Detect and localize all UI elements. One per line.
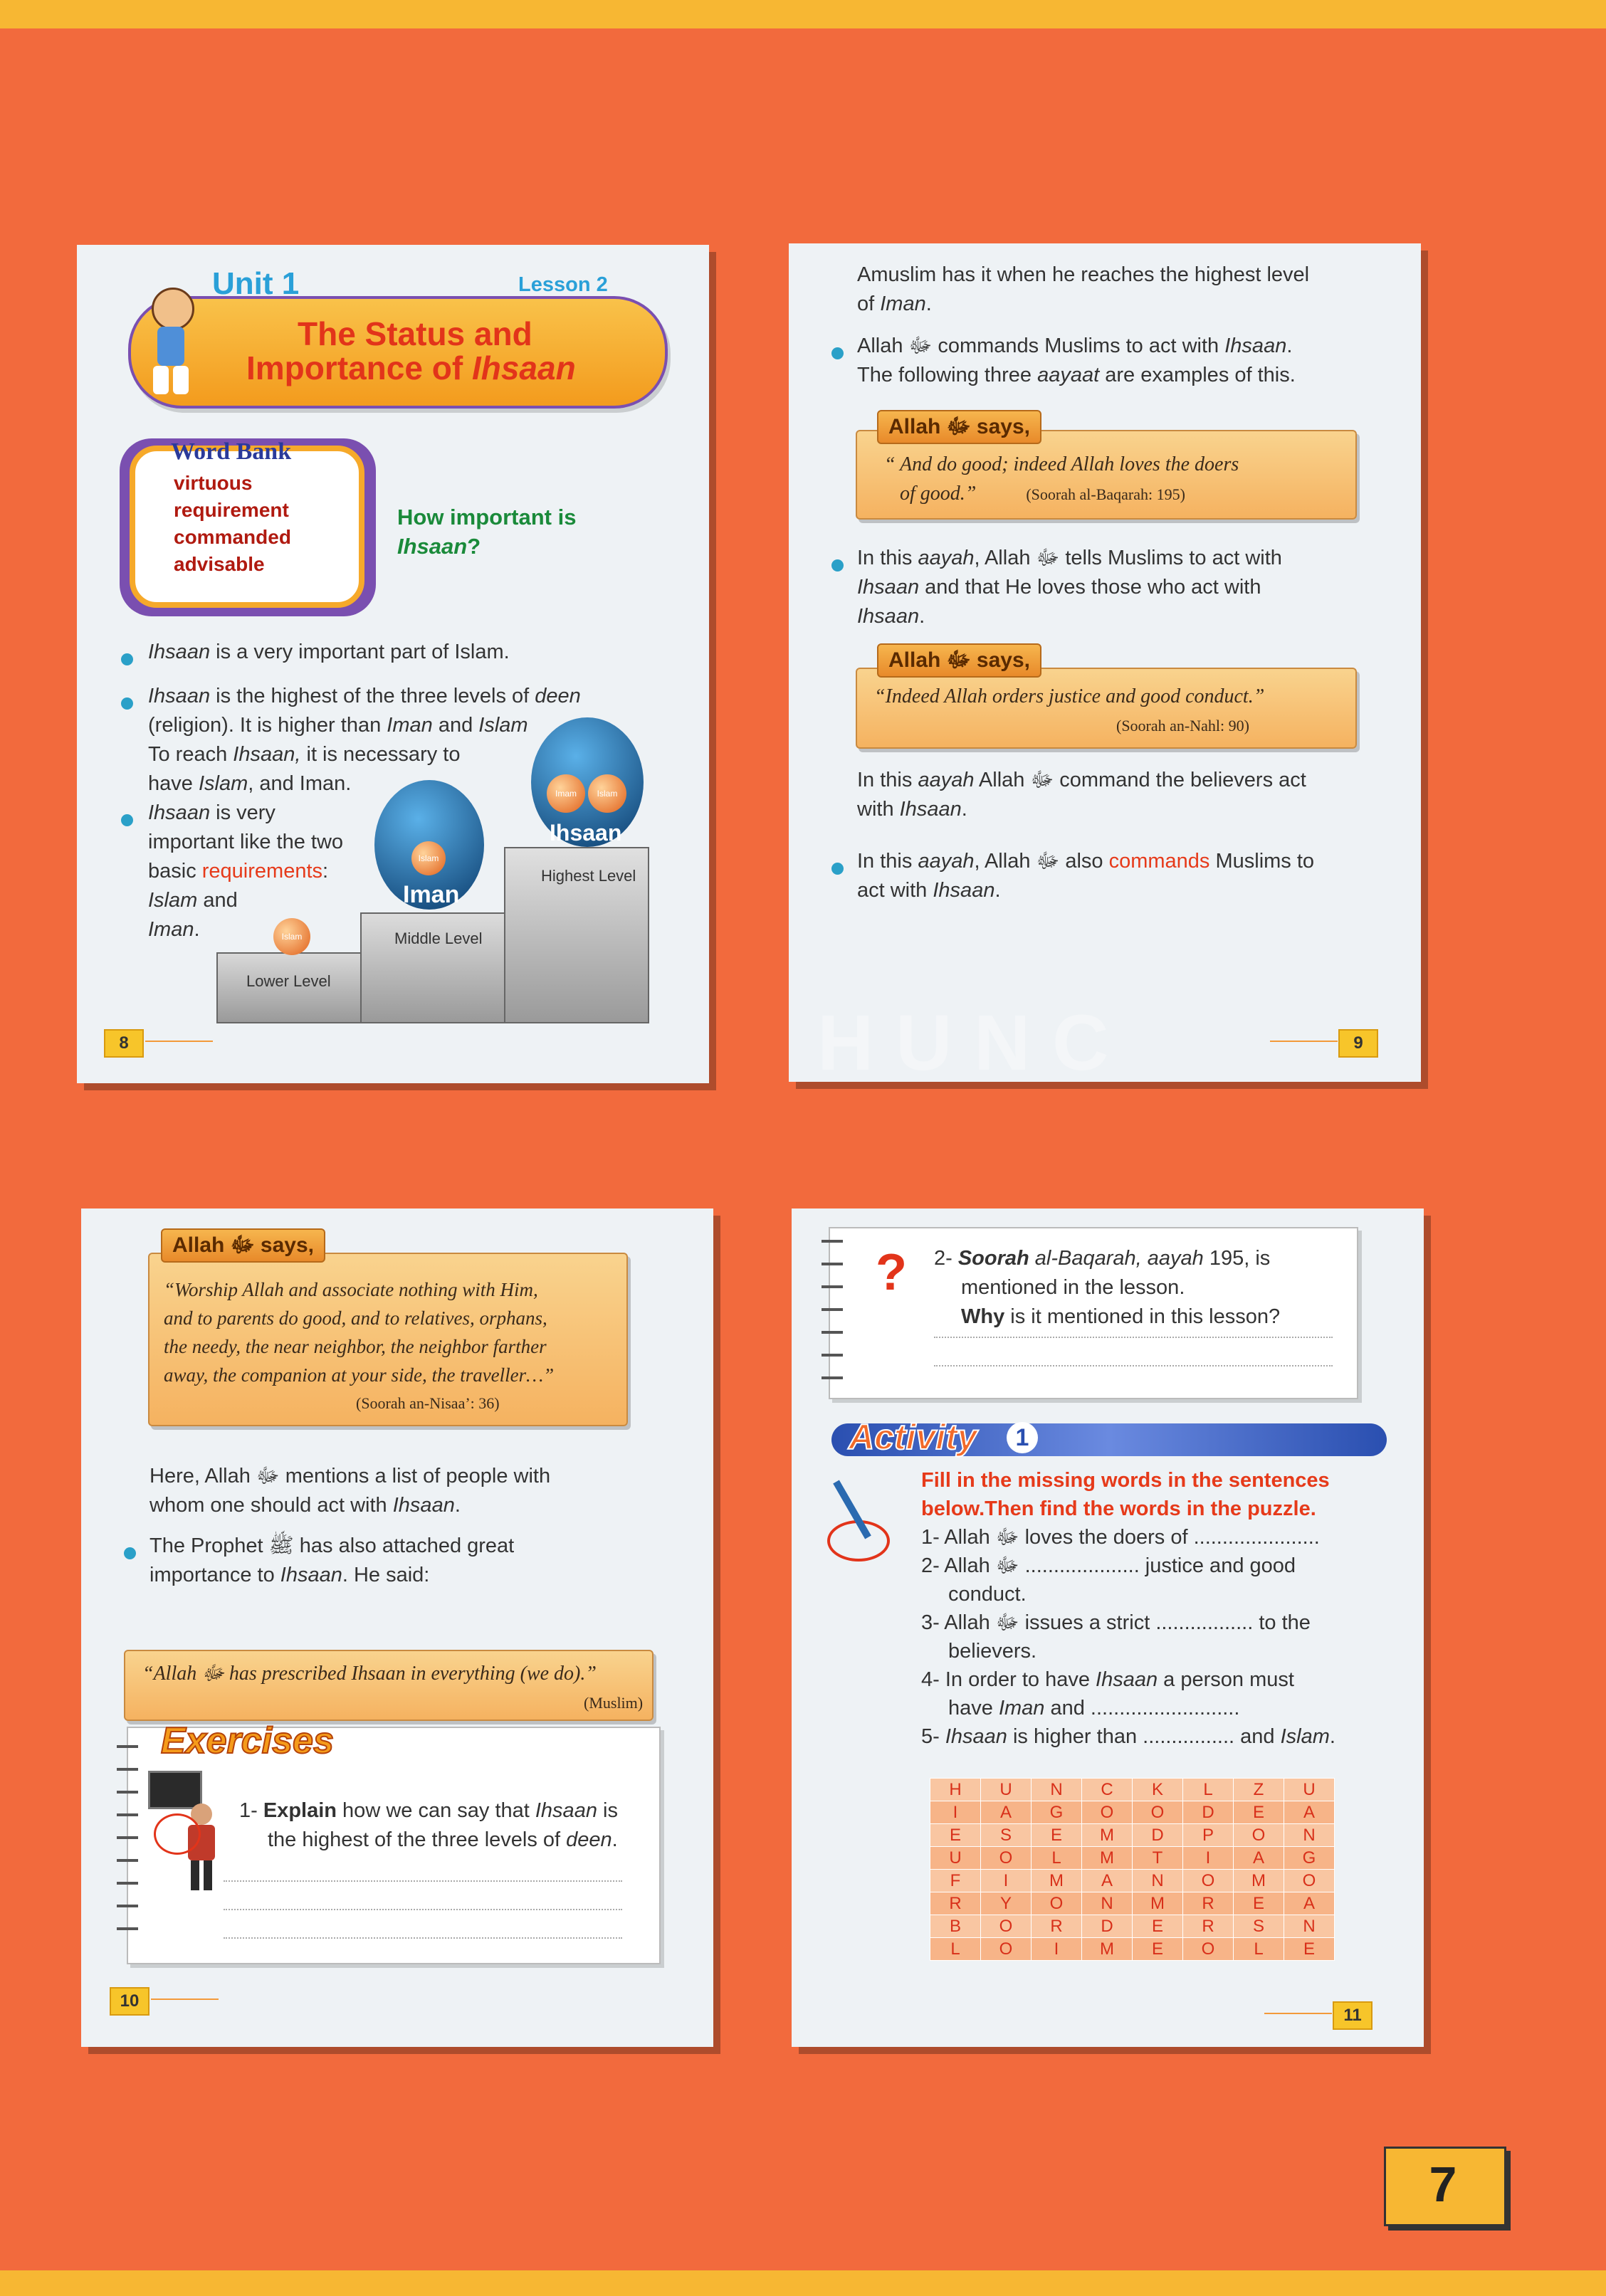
- title-text: Importance of: [246, 349, 463, 386]
- puzzle-cell[interactable]: A: [981, 1801, 1032, 1824]
- text: 1-: [239, 1799, 263, 1822]
- puzzle-cell[interactable]: L: [930, 1938, 981, 1961]
- answer-line[interactable]: [224, 1909, 622, 1910]
- puzzle-cell[interactable]: I: [1183, 1847, 1234, 1870]
- puzzle-cell[interactable]: D: [1082, 1915, 1133, 1938]
- term: Ihsaan: [535, 1799, 597, 1822]
- puzzle-row: [930, 1870, 1335, 1892]
- keyword: commands: [1108, 850, 1210, 873]
- p8-bullet-1: [148, 638, 510, 667]
- quote-reference: (Soorah an-Nisaa’: 36): [356, 1394, 500, 1412]
- puzzle-cell[interactable]: D: [1183, 1801, 1234, 1824]
- term: al-Baqarah,: [1029, 1247, 1148, 1270]
- text: In this: [857, 769, 918, 791]
- puzzle-cell[interactable]: R: [1032, 1915, 1082, 1938]
- text: mentioned in the lesson.: [961, 1276, 1185, 1299]
- puzzle-cell[interactable]: M: [1082, 1847, 1133, 1870]
- text: is very: [210, 801, 275, 824]
- salutation-glyph: ﷻ: [1030, 769, 1054, 791]
- page-10: [81, 1208, 713, 2047]
- text: .................... justice and good: [1019, 1554, 1296, 1577]
- text: below.: [921, 1497, 985, 1520]
- puzzle-row: [930, 1915, 1335, 1938]
- text: In this: [857, 850, 918, 873]
- keyword: requirements: [201, 860, 323, 883]
- text: and ..........................: [1044, 1697, 1240, 1720]
- text: command the believers act: [1054, 769, 1306, 791]
- text: Amuslim has it when he reaches the highest level: [857, 263, 1310, 286]
- puzzle-row: [930, 1824, 1335, 1847]
- islam-sphere-lower: [273, 918, 310, 955]
- text: of: [857, 293, 881, 315]
- word-search-puzzle: [930, 1778, 1335, 1961]
- puzzle-cell[interactable]: U: [1284, 1779, 1335, 1801]
- bullet: [831, 863, 844, 875]
- puzzle-cell[interactable]: P: [1183, 1824, 1234, 1847]
- puzzle-cell[interactable]: O: [1082, 1801, 1133, 1824]
- term: Ihsaan: [148, 641, 211, 663]
- puzzle-cell[interactable]: L: [1032, 1847, 1082, 1870]
- page-number: 9: [1338, 1029, 1378, 1058]
- puzzle-cell[interactable]: N: [1284, 1915, 1335, 1938]
- text: Then: [985, 1497, 1034, 1520]
- page-number-rule: [1270, 1041, 1338, 1043]
- term: Ihsaan: [1224, 335, 1287, 357]
- salutation-glyph: ﷻ: [995, 1526, 1019, 1549]
- quote-text: [874, 682, 1264, 740]
- page-number: 10: [110, 1987, 149, 2016]
- page-number-rule: [1264, 2013, 1332, 2016]
- p9-bullet-2: [857, 544, 1282, 631]
- puzzle-row: [930, 1779, 1335, 1801]
- lesson-title-line2: [246, 349, 576, 387]
- text: have: [148, 772, 199, 795]
- puzzle-cell[interactable]: G: [1032, 1801, 1082, 1824]
- text: important like the two: [148, 831, 344, 853]
- keyword: Why: [961, 1305, 1005, 1328]
- word-bank-item: commanded: [174, 526, 291, 548]
- text: the highest of the three levels of: [268, 1828, 567, 1851]
- text: loves the doers of ......................: [1019, 1526, 1320, 1549]
- term: aayah: [918, 547, 975, 569]
- page-8: [77, 245, 709, 1083]
- text: has also attached great: [293, 1534, 515, 1557]
- text: 195, is: [1203, 1247, 1271, 1270]
- quote-reference: (Soorah an-Nahl: 90): [1116, 717, 1249, 734]
- text: mentions a list of people with: [279, 1465, 551, 1487]
- page-number-rule: [151, 1999, 219, 2001]
- puzzle-cell[interactable]: G: [1284, 1847, 1335, 1870]
- text: have: [948, 1697, 999, 1720]
- term: aayah: [918, 769, 975, 791]
- sphere-label: Imam: [555, 789, 577, 799]
- bottom-band: [0, 2270, 1606, 2296]
- puzzle-cell[interactable]: Y: [981, 1892, 1032, 1915]
- question-mark: ?: [467, 534, 481, 559]
- unit-label: Unit 1: [212, 266, 300, 301]
- puzzle-cell[interactable]: A: [1284, 1801, 1335, 1824]
- puzzle-cell[interactable]: O: [1183, 1870, 1234, 1892]
- p8-bullet-2: [148, 682, 581, 799]
- puzzle-row: [930, 1847, 1335, 1870]
- text: is: [597, 1799, 618, 1822]
- middle-level-label: Middle Level: [394, 930, 483, 947]
- term: deen: [566, 1828, 612, 1851]
- p8-bullet-3: [148, 799, 343, 944]
- quote-line: and to parents do good, and to relatives, orphans,: [164, 1307, 547, 1329]
- text: 3- Allah: [921, 1611, 996, 1634]
- puzzle-cell[interactable]: S: [1234, 1915, 1284, 1938]
- puzzle-cell[interactable]: E: [1234, 1801, 1284, 1824]
- bullet: [831, 347, 844, 359]
- quote-line: “Worship Allah and associate nothing with Him,: [164, 1279, 538, 1300]
- quote-reference: (Soorah al-Baqarah: 195): [1026, 485, 1185, 503]
- page-11: [792, 1208, 1424, 2047]
- puzzle-cell[interactable]: I: [981, 1870, 1032, 1892]
- text: , Allah: [974, 547, 1036, 569]
- question-mark-icon: ?: [876, 1244, 907, 1301]
- islam-sphere-top: [588, 774, 626, 813]
- spiral-binding: [117, 1735, 138, 1949]
- term: Iman: [387, 714, 433, 737]
- puzzle-cell[interactable]: M: [1082, 1938, 1133, 1961]
- text: Allah: [857, 335, 909, 357]
- puzzle-cell[interactable]: N: [1284, 1824, 1335, 1847]
- term: Ihsaan: [933, 879, 995, 902]
- puzzle-cell[interactable]: E: [1284, 1938, 1335, 1961]
- iman-sphere-label: Iman: [403, 881, 460, 908]
- highest-level-label: Highest Level: [541, 867, 636, 885]
- text: importance to: [149, 1564, 280, 1586]
- salutation-glyph: ﷻ: [1036, 850, 1060, 873]
- text: .: [1329, 1725, 1335, 1748]
- puzzle-cell[interactable]: M: [1133, 1892, 1183, 1915]
- text: .: [194, 918, 200, 941]
- quote-line: of good.”: [900, 483, 977, 505]
- puzzle-row: [930, 1892, 1335, 1915]
- background-puzzle-letters: H U N C: [817, 999, 1109, 1082]
- sentence-5: [921, 1722, 1335, 1751]
- puzzle-cell[interactable]: E: [1133, 1938, 1183, 1961]
- text: .: [961, 798, 967, 821]
- answer-line[interactable]: [224, 1880, 622, 1882]
- word-bank-item: virtuous: [174, 472, 253, 494]
- bullet: [121, 814, 133, 826]
- term: Ihsaan: [392, 1494, 455, 1517]
- text: believers.: [948, 1640, 1037, 1663]
- puzzle-cell[interactable]: T: [1133, 1847, 1183, 1870]
- text: Here, Allah: [149, 1465, 256, 1487]
- quote-line: the needy, the near neighbor, the neighbor farther: [164, 1336, 547, 1357]
- bullet: [121, 697, 133, 710]
- term: Ihsaan: [899, 798, 962, 821]
- fill-in-sentences: [921, 1523, 1335, 1751]
- quote-text: [164, 1275, 554, 1418]
- allah-says-tab: Allah ﷻ says,: [161, 1228, 325, 1263]
- iman-sphere-small: [547, 774, 585, 813]
- salutation-glyph: ﷺ: [268, 1534, 294, 1557]
- word-bank-item: requirement: [174, 499, 289, 521]
- text: The following three: [857, 364, 1038, 386]
- hadith-box: [124, 1650, 654, 1721]
- word-bank-title: Word Bank: [171, 438, 292, 465]
- text: commands Muslims to act with: [932, 335, 1225, 357]
- islam-sphere-middle: [411, 841, 446, 875]
- text: 4- In order to have: [921, 1668, 1096, 1691]
- puzzle-cell[interactable]: B: [930, 1915, 981, 1938]
- puzzle-cell[interactable]: M: [1082, 1824, 1133, 1847]
- term: Ihsaan,: [233, 743, 301, 766]
- activity-number: 1: [1007, 1422, 1038, 1453]
- text: is it mentioned in this lesson?: [1004, 1305, 1281, 1328]
- text: 1- Allah: [921, 1526, 996, 1549]
- puzzle-row: [930, 1938, 1335, 1961]
- term: deen: [535, 685, 581, 707]
- text: , and Iman.: [248, 772, 352, 795]
- term: Iman: [148, 918, 194, 941]
- spiral-binding: [822, 1230, 843, 1394]
- sphere-label: Islam: [597, 789, 618, 799]
- puzzle-cell[interactable]: E: [1133, 1915, 1183, 1938]
- salutation-glyph: ﷻ: [995, 1611, 1019, 1634]
- puzzle-cell[interactable]: A: [1234, 1847, 1284, 1870]
- p9-bullet-3: [857, 847, 1314, 905]
- activity-instructions: [921, 1466, 1330, 1523]
- activity-heading: Activity: [849, 1417, 977, 1457]
- text: act with: [857, 879, 933, 902]
- text: is the highest of the three levels of: [210, 685, 535, 707]
- puzzle-cell[interactable]: M: [1032, 1870, 1082, 1892]
- text: The Prophet: [149, 1534, 269, 1557]
- puzzle-cell[interactable]: I: [1032, 1938, 1082, 1961]
- salutation-glyph: ﷻ: [1036, 547, 1060, 569]
- puzzle-cell[interactable]: O: [1133, 1801, 1183, 1824]
- puzzle-cell[interactable]: O: [1032, 1892, 1082, 1915]
- puzzle-cell[interactable]: E: [1032, 1824, 1082, 1847]
- text: whom one should act with: [149, 1494, 393, 1517]
- sentence-1: [921, 1523, 1335, 1552]
- lesson-label: Lesson 2: [518, 273, 608, 296]
- bullet: [124, 1547, 136, 1559]
- puzzle-cell[interactable]: L: [1234, 1938, 1284, 1961]
- bullet: [121, 653, 133, 665]
- text: basic: [148, 860, 202, 883]
- puzzle-cell[interactable]: N: [1032, 1779, 1082, 1801]
- quote-box-2: [856, 668, 1357, 749]
- puzzle-cell[interactable]: M: [1234, 1870, 1284, 1892]
- puzzle-cell[interactable]: K: [1133, 1779, 1183, 1801]
- puzzle-cell[interactable]: L: [1183, 1779, 1234, 1801]
- quote-line: “ And do good; indeed Allah loves the doers: [884, 453, 1239, 475]
- puzzle-cell[interactable]: F: [930, 1870, 981, 1892]
- puzzle-cell[interactable]: N: [1082, 1892, 1133, 1915]
- puzzle-cell[interactable]: H: [930, 1779, 981, 1801]
- top-band: [0, 0, 1606, 28]
- p9-paragraph: [857, 766, 1306, 824]
- text: .: [925, 293, 932, 315]
- question-ihsaan: Ihsaan: [397, 534, 468, 559]
- page-number-rule: [145, 1041, 213, 1043]
- puzzle-cell[interactable]: U: [930, 1847, 981, 1870]
- puzzle-cell[interactable]: S: [981, 1824, 1032, 1847]
- text: 5-: [921, 1725, 945, 1748]
- allah-says-tab: Allah ﷻ says,: [877, 643, 1041, 678]
- text: 2-: [934, 1247, 958, 1270]
- word-bank-list: [174, 470, 291, 578]
- puzzle-cell[interactable]: R: [930, 1892, 981, 1915]
- text: it is necessary to: [300, 743, 461, 766]
- salutation-glyph: ﷻ: [995, 1554, 1019, 1577]
- puzzle-cell[interactable]: E: [1234, 1892, 1284, 1915]
- term: Islam: [478, 714, 528, 737]
- p10-bullet: [149, 1532, 514, 1590]
- keyword: Explain: [263, 1799, 337, 1822]
- child-mascot: [137, 288, 201, 394]
- text: how we can say that: [337, 1799, 535, 1822]
- text: and that He loves those who act with: [919, 576, 1261, 599]
- sentence-2: [921, 1552, 1335, 1580]
- text: issues a strict ................. to the: [1019, 1611, 1311, 1634]
- title-ihsaan: Ihsaan: [471, 349, 576, 386]
- answer-line[interactable]: [224, 1937, 622, 1939]
- puzzle-cell[interactable]: O: [981, 1847, 1032, 1870]
- puzzle-cell[interactable]: O: [1183, 1938, 1234, 1961]
- quote-line: “Indeed Allah orders justice and good conduct.”: [874, 685, 1265, 707]
- text: also: [1059, 850, 1109, 873]
- salutation-glyph: ﷻ: [908, 335, 933, 357]
- bullet: [831, 559, 844, 572]
- lesson-title-line1: The Status and: [298, 315, 532, 352]
- puzzle-cell[interactable]: D: [1133, 1824, 1183, 1847]
- quote-box: [148, 1253, 628, 1426]
- sphere-label: Islam: [281, 932, 303, 942]
- p10-paragraph: [149, 1462, 550, 1520]
- p9-bullet-1: [857, 332, 1296, 390]
- page-number: 8: [104, 1029, 144, 1058]
- page-number: 11: [1333, 2001, 1373, 2030]
- lower-level-label: Lower Level: [246, 972, 331, 990]
- puzzle-cell[interactable]: N: [1133, 1870, 1183, 1892]
- puzzle-cell[interactable]: C: [1082, 1779, 1133, 1801]
- answer-line[interactable]: [934, 1337, 1333, 1338]
- puzzle-cell[interactable]: Z: [1234, 1779, 1284, 1801]
- exercises-heading: Exercises: [161, 1720, 334, 1762]
- text: .: [1286, 335, 1293, 357]
- text: Muslims to: [1209, 850, 1315, 873]
- sentence-3: [921, 1608, 1335, 1637]
- ihsaan-sphere-label: Ihsaan: [550, 820, 622, 846]
- question-heading: [397, 502, 576, 561]
- puzzle-cell[interactable]: O: [981, 1938, 1032, 1961]
- question-line1: How important is: [397, 505, 577, 530]
- hadith-reference: (Muslim): [584, 1694, 644, 1712]
- text: In this: [857, 547, 918, 569]
- text: To reach: [148, 743, 233, 766]
- term: Iman: [880, 293, 926, 315]
- puzzle-cell[interactable]: R: [1183, 1892, 1234, 1915]
- text: .: [612, 1828, 618, 1851]
- pen-notebook-icon: [820, 1478, 891, 1563]
- text: tells Muslims to act with: [1059, 547, 1282, 569]
- text: and: [432, 714, 479, 737]
- text: find the words in the puzzle.: [1034, 1497, 1316, 1520]
- puzzle-cell[interactable]: O: [1234, 1824, 1284, 1847]
- term: Ihsaan: [1096, 1668, 1158, 1691]
- exercise-1: [239, 1796, 618, 1855]
- answer-line[interactable]: [934, 1365, 1333, 1366]
- text: .: [454, 1494, 461, 1517]
- p9-intro: [857, 260, 1309, 319]
- allah-says-tab: Allah ﷻ says,: [877, 410, 1041, 444]
- text: Allah: [974, 769, 1031, 791]
- puzzle-cell[interactable]: I: [930, 1801, 981, 1824]
- term: Islam: [1280, 1725, 1330, 1748]
- text: and: [197, 889, 238, 912]
- text: with: [857, 798, 900, 821]
- term: Islam: [198, 772, 248, 795]
- puzzle-cell[interactable]: U: [981, 1779, 1032, 1801]
- term: Ihsaan: [945, 1725, 1007, 1748]
- term: Islam: [148, 889, 198, 912]
- term: Soorah: [957, 1247, 1029, 1270]
- term: Ihsaan: [148, 801, 211, 824]
- puzzle-cell[interactable]: A: [1082, 1870, 1133, 1892]
- quote-line: away, the companion at your side, the traveller…”: [164, 1364, 555, 1386]
- text: .: [994, 879, 1001, 902]
- text: a person must: [1158, 1668, 1294, 1691]
- exercise-2: [934, 1244, 1280, 1332]
- text: Fill in the missing words in the sentences: [921, 1469, 1330, 1492]
- text: are examples of this.: [1099, 364, 1296, 386]
- term: aayaat: [1037, 364, 1100, 386]
- puzzle-row: [930, 1801, 1335, 1824]
- puzzle-cell[interactable]: A: [1284, 1892, 1335, 1915]
- term: Ihsaan: [148, 685, 211, 707]
- text: , Allah: [974, 850, 1036, 873]
- text: is a very important part of Islam.: [210, 641, 510, 663]
- text: conduct.: [948, 1583, 1027, 1606]
- quote-text: [884, 450, 1239, 509]
- sentence-4: [921, 1665, 1335, 1694]
- text: 2- Allah: [921, 1554, 996, 1577]
- text: :: [322, 860, 329, 883]
- sheet-number: 7: [1429, 2157, 1457, 2212]
- term: Ihsaan: [280, 1564, 342, 1586]
- text: is higher than ................ and: [1007, 1725, 1281, 1748]
- puzzle-cell[interactable]: R: [1183, 1915, 1234, 1938]
- text: (religion). It is higher than: [148, 714, 387, 737]
- term: Iman: [998, 1697, 1045, 1720]
- puzzle-cell[interactable]: O: [1284, 1870, 1335, 1892]
- hadith-text: “Allah ﷻ has prescribed Ihsaan in everything (we do).”: [142, 1663, 597, 1685]
- text: .: [919, 605, 925, 628]
- term: aayah: [918, 850, 975, 873]
- page-9: [789, 243, 1421, 1082]
- sphere-label: Islam: [418, 853, 439, 863]
- term: Ihsaan: [857, 576, 920, 599]
- puzzle-cell[interactable]: E: [930, 1824, 981, 1847]
- term: Ihsaan: [857, 605, 920, 628]
- salutation-glyph: ﷻ: [256, 1465, 280, 1487]
- term: aayah: [1147, 1247, 1204, 1270]
- teacher-figure: [148, 1771, 226, 1892]
- text: . He said:: [342, 1564, 430, 1586]
- word-bank-item: advisable: [174, 553, 265, 575]
- puzzle-cell[interactable]: O: [981, 1915, 1032, 1938]
